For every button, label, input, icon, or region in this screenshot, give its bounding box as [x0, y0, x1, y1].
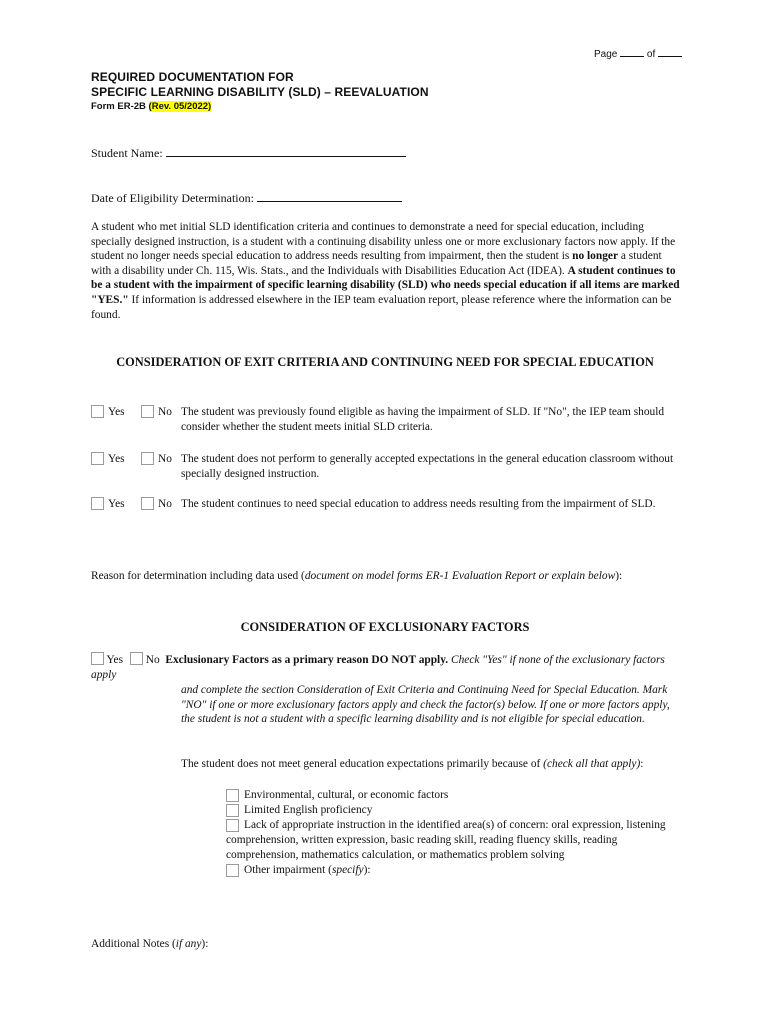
exit-item-3-yes-checkbox[interactable]	[91, 497, 104, 510]
exclusionary-no-label: No	[145, 654, 160, 666]
exclusionary-bold-label: Exclusionary Factors as a primary reason DO NOT apply.	[165, 654, 449, 666]
exclusionary-heading: CONSIDERATION OF EXCLUSIONARY FACTORS	[240, 620, 530, 634]
reason-for-determination	[91, 570, 622, 582]
yes-label: Yes	[108, 498, 125, 510]
factor-other-checkbox[interactable]	[226, 864, 239, 877]
student-name-label: Student Name:	[91, 146, 163, 160]
page-number-field[interactable]	[620, 47, 644, 57]
exit-criteria-heading: CONSIDERATION OF EXIT CRITERIA AND CONTINUING NEED FOR SPECIAL EDUCATION	[116, 355, 654, 369]
page-number	[594, 47, 682, 60]
exit-item-text: The student does not perform to generally accepted expectations in the general education classroom without specially designed instruction.	[181, 453, 674, 480]
eligibility-date-row	[91, 190, 402, 206]
intro-text-3: If information is addressed elsewhere in the IEP team evaluation report, please reference where the information can be found.	[91, 293, 672, 321]
exit-item-2-no-checkbox[interactable]	[141, 452, 154, 465]
exclusionary-yes-checkbox[interactable]	[91, 652, 104, 665]
student-name-field[interactable]	[166, 145, 406, 157]
title-line-1: REQUIRED DOCUMENTATION FOR	[91, 70, 294, 84]
factor-english-checkbox[interactable]	[226, 804, 239, 817]
title-line-2: SPECIFIC LEARNING DISABILITY (SLD) – REEVALUATION	[91, 85, 429, 99]
reason-label: Reason for determination including data used (	[91, 570, 305, 582]
exclusionary-row	[91, 652, 681, 682]
notes-label: Additional Notes (	[91, 938, 176, 950]
not-meet-expectations	[181, 757, 681, 772]
factor-label: Environmental, cultural, or economic factors	[244, 789, 449, 801]
factor-environmental-checkbox[interactable]	[226, 789, 239, 802]
reason-italic: document on model forms ER-1 Evaluation Report or explain below	[304, 570, 616, 582]
student-name-row	[91, 145, 406, 161]
form-id	[91, 101, 211, 112]
of-label: of	[646, 49, 656, 60]
not-meet-italic: (check all that apply)	[543, 758, 641, 770]
eligibility-date-label: Date of Eligibility Determination:	[91, 191, 254, 205]
document-title	[91, 70, 429, 100]
exit-item-2-yes-checkbox[interactable]	[91, 452, 104, 465]
other-suffix: ):	[363, 864, 371, 876]
factor-label: Limited English proficiency	[244, 804, 373, 816]
exit-item-3-no-checkbox[interactable]	[141, 497, 154, 510]
eligibility-date-field[interactable]	[257, 190, 402, 202]
form-revision: (Rev. 05/2022)	[148, 101, 212, 112]
exclusionary-yes-label: Yes	[106, 654, 124, 666]
reason-end: ):	[615, 570, 623, 582]
form-number: Form ER-2B	[91, 101, 146, 112]
other-prefix: Other impairment (	[244, 864, 332, 876]
intro-text-2: a student with a disability under Ch. 115, Wis. Stats., and the Individuals with Disabilities Education Act (IDEA).	[91, 250, 662, 277]
exit-item-text: The student continues to need special education to address needs resulting from the impairment of SLD.	[181, 498, 656, 510]
exclusionary-instruction: Check "Yes" if none of the exclusionary factors apply	[91, 654, 665, 681]
additional-notes	[91, 938, 208, 950]
notes-end: ):	[201, 938, 209, 950]
no-label: No	[158, 406, 172, 418]
intro-paragraph	[91, 220, 683, 322]
not-meet-suffix: :	[640, 758, 644, 770]
factor-label: Lack of appropriate instruction in the identified area(s) of concern: oral expression, listening comprehension, written expression, basic reading skill, reading fluency skills, reading comprehension, mathematics calculation, or mathematics problem solving	[226, 819, 666, 861]
factor-other-label	[244, 863, 689, 878]
notes-italic: if any	[175, 938, 202, 950]
no-label: No	[158, 453, 172, 465]
exit-item-text: The student was previously found eligible as having the impairment of SLD. If "No", the IEP team should consider whether the student meets initial SLD criteria.	[181, 406, 665, 433]
page-label: Page	[594, 49, 618, 60]
no-label: No	[158, 498, 172, 510]
exclusionary-no-checkbox[interactable]	[130, 652, 143, 665]
intro-no-longer: no longer	[572, 250, 619, 263]
other-italic: specify	[331, 864, 364, 876]
intro-text-1: A student who met initial SLD identification criteria and continues to demonstrate a need for special education, including specially designed instruction, is a student with a continuing disability unless one or more exclusionary factors now apply. If the student no longer needs special education to address needs resulting from impairment, then the student is	[91, 221, 676, 263]
yes-label: Yes	[108, 453, 125, 465]
page-total-field[interactable]	[658, 47, 682, 57]
yes-label: Yes	[108, 406, 125, 418]
not-meet-text: The student does not meet general education expectations primarily because of	[181, 758, 544, 770]
exclusionary-instruction-continued: and complete the section Consideration of Exit Criteria and Continuing Need for Special Education. Mark "NO" if one or more exclusionary factors apply and check the factor(s) below. If one or more factors apply, the student is not a student with a specific learning disability and is not eligible for special education.	[181, 684, 670, 726]
intro-bold-statement: A student continues to be a student with the impairment of specific learning disability (SLD) who needs special education if all items are marked "YES."	[91, 264, 680, 306]
exit-item-1-no-checkbox[interactable]	[141, 405, 154, 418]
exit-item-1-yes-checkbox[interactable]	[91, 405, 104, 418]
